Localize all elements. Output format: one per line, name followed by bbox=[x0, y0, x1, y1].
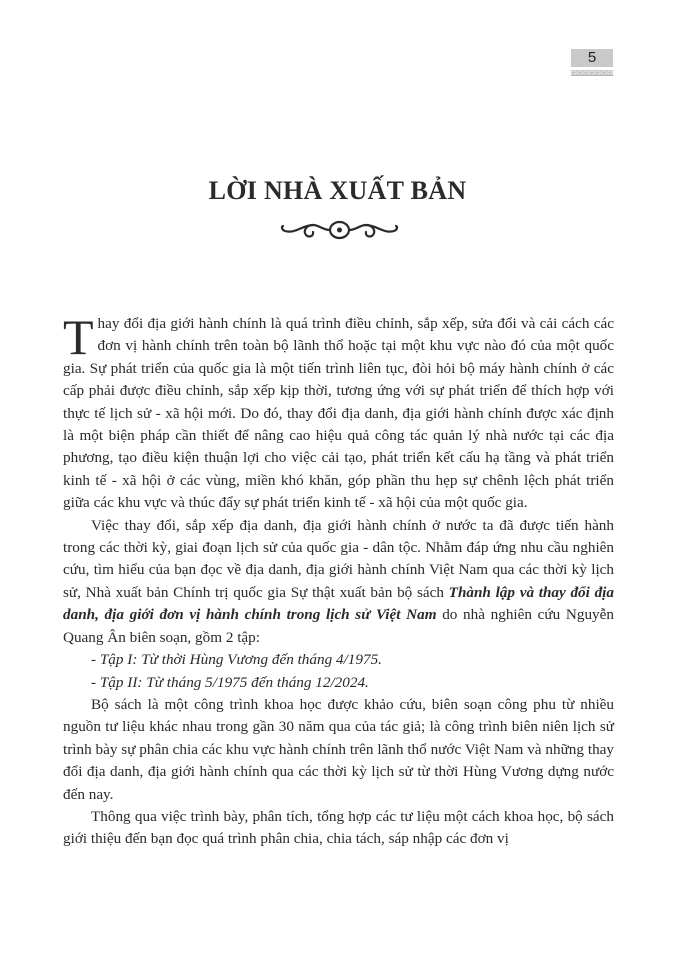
paragraph-publication-after: do nhà nghiên cứu Nguyễn Quang Ân biên soạn, gồm 2 tập: bbox=[63, 606, 614, 646]
page-title: LỜI NHÀ XUẤT BẢN bbox=[208, 176, 467, 205]
volume-item: - Tập I: Từ thời Hùng Vương đến tháng 4/1975. bbox=[91, 651, 382, 669]
volume-item: - Tập II: Từ tháng 5/1975 đến tháng 12/2024. bbox=[91, 673, 369, 691]
body-text bbox=[63, 309, 614, 851]
drop-cap: T bbox=[63, 309, 94, 365]
book-title: Thành lập và thay đổi địa danh, địa giới đơn vị hành chính trong lịch sử Việt Nam bbox=[63, 583, 614, 624]
paragraph-summary: Thông qua việc trình bày, phân tích, tổng hợp các tư liệu một cách khoa học, bộ sách giới thiệu đến bạn đọc quá trình phân chia, chia tách, sáp nhập các đơn vị bbox=[63, 807, 614, 848]
page-number-badge bbox=[571, 49, 613, 76]
meander-pattern-icon bbox=[571, 70, 613, 76]
paragraph-intro bbox=[63, 309, 614, 515]
paragraph-description: Bộ sách là một công trình khoa học được khảo cứu, biên soạn công phu từ nhiều nguồn tư liệu khác nhau trong gần 30 năm qua của tác giả; là công trình biên niên lịch sử trình bày sự phân chia các khu vực hành chính trên lãnh thổ nước Việt Nam và những thay đổi địa danh, địa giới hành chính qua các thời kỳ lịch sử từ thời Hùng Vương dựng nước đến nay. bbox=[63, 695, 614, 803]
paragraph-publication bbox=[63, 515, 614, 649]
flourish-divider-icon bbox=[279, 216, 400, 244]
paragraph-publication-before: Việc thay đổi, sắp xếp địa danh, địa giới hành chính ở nước ta đã được tiến hành trong các thời kỳ, giai đoạn lịch sử của quốc gia - dân tộc. Nhằm đáp ứng nhu cầu nghiên cứu, tìm hiểu của bạn đọc về địa danh, địa giới hành chính Việt Nam qua các thời kỳ lịch sử, Nhà xuất bản Chính trị quốc gia Sự thật xuất bản bộ sách bbox=[63, 516, 614, 601]
paragraph-intro-text: hay đổi địa giới hành chính là quá trình điều chỉnh, sắp xếp, sửa đổi và cải cách các đơn vị hành chính trên toàn bộ lãnh thổ hoặc tại một khu vực nào đó của một quốc gia. Sự phát triển của quốc gia là một tiến trình liên tục, đòi hỏi bộ máy hành chính ở các cấp phải được điều chỉnh, sắp xếp kịp thời, tương ứng với sự phát triển để thích hợp với thực tế lịch sử - xã hội mới. Do đó, thay đổi địa danh, địa giới hành chính được xác định là một biện pháp cần thiết để nâng cao hiệu quả công tác quản lý nhà nước tại các địa phương, tạo điều kiện thuận lợi cho việc cải tạo, phát triển kết cấu hạ tầng và phát triển kinh tế - xã hội ở các vùng, miền khó khăn, góp phần thu hẹp sự chênh lệch phát triển giữa các khu vực và thúc đẩy sự phát triển kinh tế - xã hội của một quốc gia. bbox=[63, 315, 614, 512]
page-number: 5 bbox=[571, 49, 613, 67]
